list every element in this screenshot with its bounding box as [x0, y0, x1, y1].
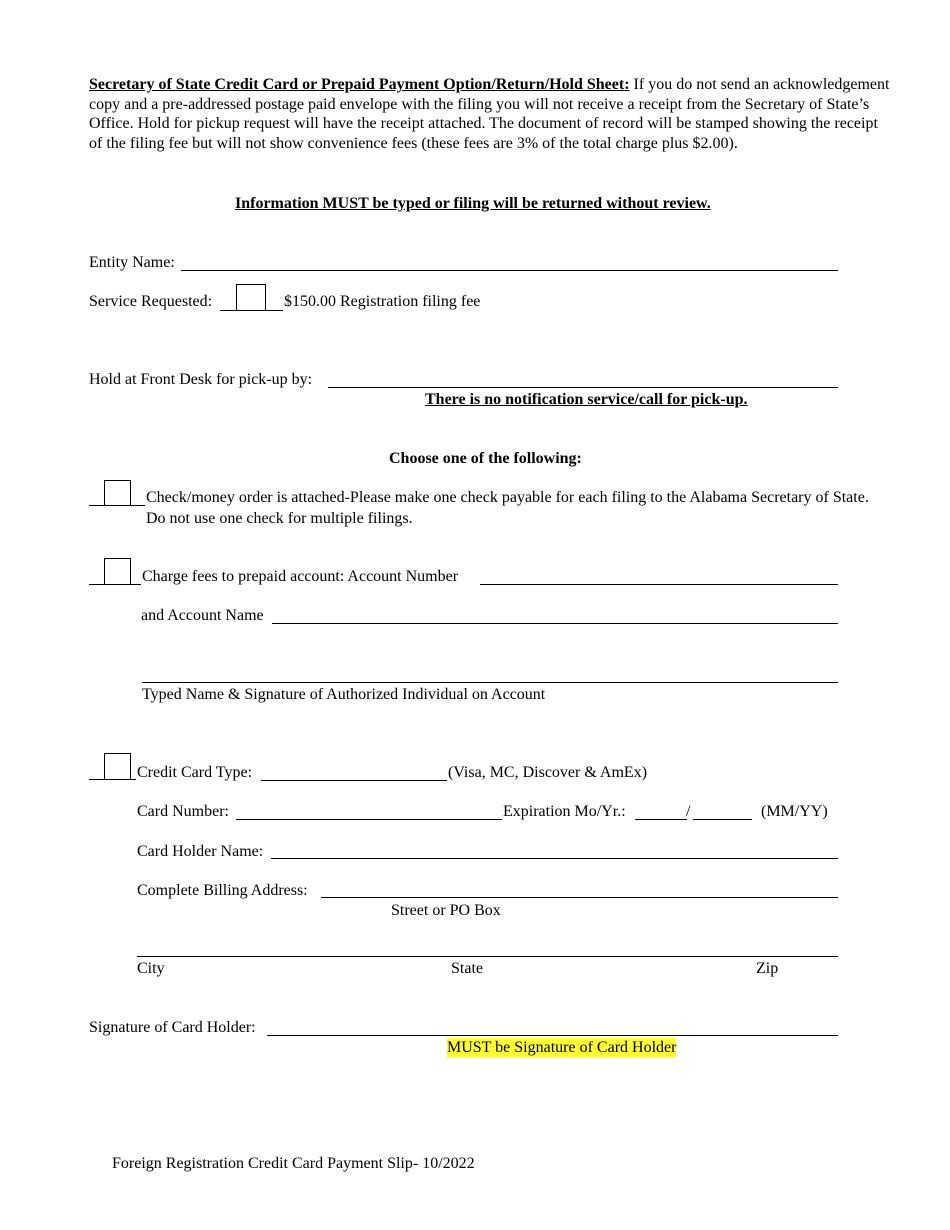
expiration-slash: / — [686, 803, 691, 820]
prepaid-option-checkbox[interactable] — [104, 558, 131, 585]
prepaid-account-number-field[interactable] — [480, 584, 838, 585]
card-number-field[interactable] — [236, 819, 502, 820]
hold-note: There is no notification service/call for pick-up. — [425, 391, 748, 408]
city-caption: City — [137, 960, 165, 977]
footer-form-id: Foreign Registration Credit Card Payment Slip- 10/2022 — [112, 1155, 475, 1172]
billing-address-label: Complete Billing Address: — [137, 882, 308, 899]
card-holder-name-field[interactable] — [271, 858, 838, 859]
expiration-year-field[interactable] — [693, 819, 752, 820]
expiration-month-field[interactable] — [635, 819, 687, 820]
choose-heading: Choose one of the following: — [389, 450, 582, 467]
card-holder-signature-field[interactable] — [267, 1035, 838, 1036]
intro-heading: Secretary of State Credit Card or Prepaid Payment Option/Return/Hold Sheet: — [89, 76, 630, 93]
check-option-checkbox[interactable] — [104, 480, 131, 506]
entity-name-field[interactable] — [181, 270, 838, 271]
card-type-hint: (Visa, MC, Discover & AmEx) — [448, 764, 648, 781]
service-fee-text: $150.00 Registration filing fee — [284, 293, 481, 310]
check-option-text: Check/money order is attached-Please make one check payable for each filing to the Alabama Secretary of State. Do not use one check for multiple filings. — [146, 489, 869, 527]
expiration-label: Expiration Mo/Yr.: — [503, 803, 626, 820]
prepaid-account-name-label: and Account Name — [141, 607, 264, 624]
expiration-format-hint: (MM/YY) — [761, 803, 828, 820]
card-number-label: Card Number: — [137, 803, 229, 820]
card-type-label: Credit Card Type: — [137, 764, 253, 781]
billing-city-state-zip-field[interactable] — [137, 956, 838, 957]
authorized-signature-caption: Typed Name & Signature of Authorized Individual on Account — [142, 686, 546, 703]
card-holder-name-label: Card Holder Name: — [137, 843, 264, 860]
hold-pickup-field[interactable] — [328, 387, 838, 388]
state-caption: State — [451, 960, 483, 977]
signature-highlight-note: MUST be Signature of Card Holder — [447, 1039, 677, 1056]
intro-body: If you do not send an acknowledgement copy and a pre-addressed postage paid envelope with the filing you will not receive a receipt from the Secretary of State’s Office. Hold for pickup request will have the receipt attached. The document of record will be stamped showing the receipt of the filing fee but will not show convenience fees (these fees are 3% of the total charge plus $2.00). — [89, 76, 890, 152]
card-option-checkbox[interactable] — [104, 753, 131, 780]
entity-name-label: Entity Name: — [89, 254, 175, 271]
service-checkbox[interactable] — [236, 284, 266, 311]
card-holder-signature-label: Signature of Card Holder: — [89, 1019, 256, 1036]
billing-street-field[interactable] — [321, 897, 838, 898]
hold-label: Hold at Front Desk for pick-up by: — [89, 371, 313, 388]
intro-paragraph — [89, 75, 894, 153]
prepaid-account-name-field[interactable] — [272, 623, 838, 624]
service-requested-label: Service Requested: — [89, 293, 213, 310]
typed-notice: Information MUST be typed or filing will be returned without review. — [235, 195, 711, 212]
zip-caption: Zip — [756, 960, 779, 977]
card-type-field[interactable] — [261, 780, 447, 781]
authorized-signature-field[interactable] — [142, 682, 838, 683]
prepaid-account-number-label: Charge fees to prepaid account: Account Number — [142, 568, 459, 585]
street-caption: Street or PO Box — [391, 902, 501, 919]
